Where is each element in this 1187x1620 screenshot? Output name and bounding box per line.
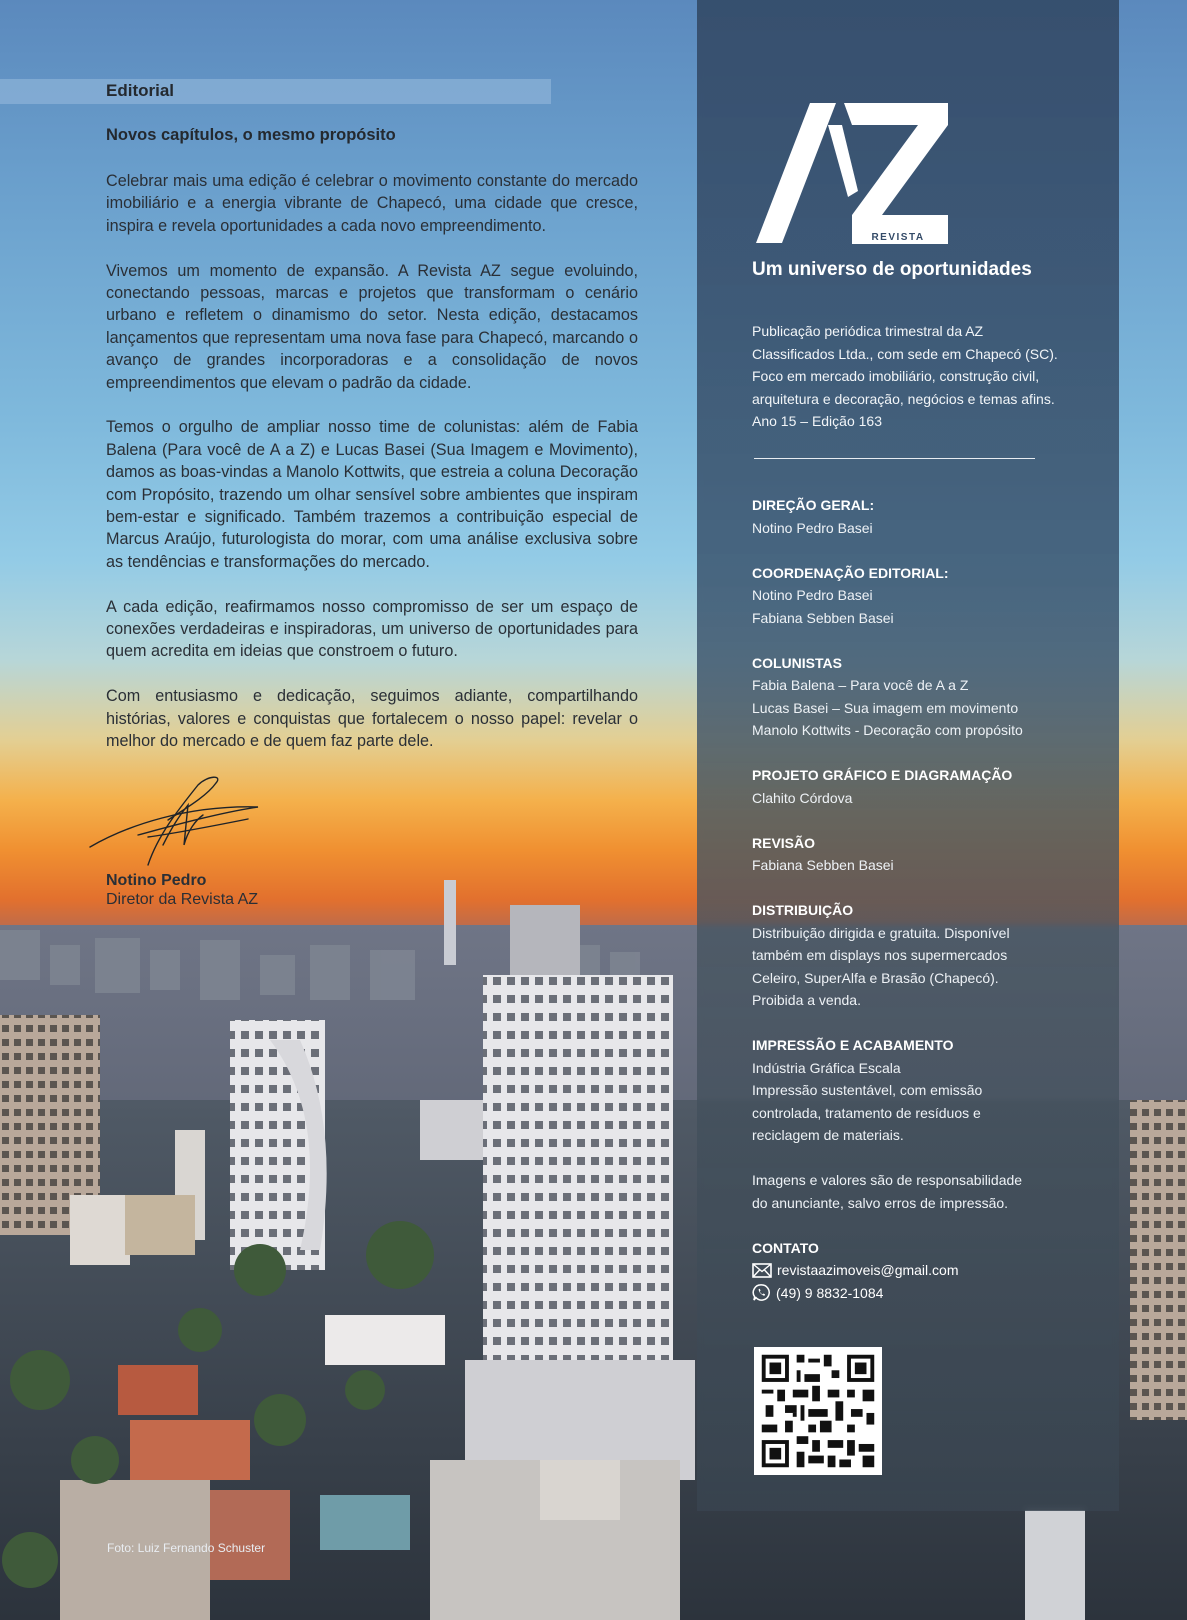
signature-role: Diretor da Revista AZ — [106, 891, 259, 908]
contact-phone[interactable]: (49) 9 8832-1084 — [776, 1284, 884, 1301]
credit-line: Fabiana Sebben Basei — [752, 857, 894, 873]
credit-line: Fabiana Sebben Basei — [752, 609, 894, 626]
credit-title: PROJETO GRÁFICO E DIAGRAMAÇÃO — [752, 767, 1013, 783]
masthead-divider — [754, 458, 1035, 459]
description-line: Classificados Ltda., com sede em Chapecó (SC). — [752, 345, 1058, 362]
credit-line: também em displays nos supermercados — [752, 947, 1008, 963]
credit-line: Proibida a venda. — [752, 992, 861, 1008]
credit-line: Impressão sustentável, com emissão — [752, 1082, 983, 1098]
credit-distribuicao — [752, 899, 1082, 1012]
description-line: Foco em mercado imobiliário, construção civil, — [752, 368, 1040, 384]
credit-line: Notino Pedro Basei — [752, 587, 873, 603]
disclaimer — [752, 1169, 1082, 1214]
editorial-paragraph: A cada edição, reafirmamos nosso compromisso de ser um espaço de conexões verdadeiras e inspiradoras, um universo de oportunidades para quem acredita em ideias que constroem o futuro. — [106, 597, 638, 661]
credit-line: Celeiro, SuperAlfa e Brasão (Chapecó). — [752, 969, 999, 986]
logo-subtitle: REVISTA — [871, 232, 925, 243]
editorial-body — [106, 170, 638, 775]
disclaimer-line: do anunciante, salvo erros de impressão. — [752, 1194, 1009, 1211]
signature-name: Notino Pedro — [106, 872, 207, 889]
credit-impressao — [752, 1034, 1082, 1147]
contact-title: CONTATO — [752, 1239, 819, 1256]
envelope-icon — [752, 1263, 772, 1278]
credit-line: Distribuição dirigida e gratuita. Disponível — [752, 924, 1010, 941]
description-line: Publicação periódica trimestral da AZ — [752, 323, 984, 339]
editorial-headline: Novos capítulos, o mesmo propósito — [106, 126, 396, 144]
editorial-paragraph: Com entusiasmo e dedicação, seguimos adiante, compartilhando histórias, valores e conquistas que fortalecem o nosso papel: revelar o melhor do mercado e de quem faz parte dele. — [106, 687, 638, 751]
masthead-tagline: Um universo de oportunidades — [752, 259, 1032, 280]
credit-line: Clahito Córdova — [752, 789, 853, 806]
credit-colunistas — [752, 652, 1082, 742]
whatsapp-icon — [752, 1283, 771, 1302]
qr-code[interactable] — [754, 1347, 882, 1475]
credit-direcao-geral — [752, 494, 1082, 539]
credit-title: REVISÃO — [752, 834, 816, 851]
credit-revisao — [752, 832, 1082, 877]
credit-title: COORDENAÇÃO EDITORIAL: — [752, 564, 949, 581]
editorial-paragraph: Vivemos um momento de expansão. A Revista AZ segue evoluindo, conectando pessoas, marcas e projetos que transformam o cenário urbano e refletem o dinamismo do setor. Nesta edição, destacamos lançamentos que representam uma nova fase para Chapecó, marcando o avanço de grandes incorporadoras e a consolidação de novos empreendimentos que elevam o padrão da cidade. — [106, 261, 638, 392]
credit-projeto-grafico — [752, 764, 1082, 809]
disclaimer-line: Imagens e valores são de responsabilidade — [752, 1172, 1023, 1188]
az-logo — [756, 103, 950, 245]
credit-line: Notino Pedro Basei — [752, 519, 873, 536]
credit-title: DIREÇÃO GERAL: — [752, 497, 875, 513]
credit-line: reciclagem de materiais. — [752, 1127, 904, 1143]
credit-coordenacao-editorial — [752, 562, 1082, 630]
credit-line: controlada, tratamento de resíduos e — [752, 1104, 981, 1121]
credit-title: DISTRIBUIÇÃO — [752, 902, 854, 918]
photo-credit: Foto: Luiz Fernando Schuster — [107, 1541, 266, 1555]
credit-title: IMPRESSÃO E ACABAMENTO — [752, 1037, 954, 1053]
handwritten-signature — [88, 775, 268, 875]
credits-list — [752, 494, 1082, 1327]
credit-line: Lucas Basei – Sua imagem em movimento — [752, 699, 1019, 716]
publication-description — [752, 320, 1062, 433]
section-label: Editorial — [106, 81, 175, 100]
editorial-label-bar — [0, 79, 551, 104]
contact-email[interactable]: revistaazimoveis@gmail.com — [777, 1262, 959, 1278]
editorial-paragraph: Celebrar mais uma edição é celebrar o movimento constante do mercado imobiliário e a energia vibrante de Chapecó, uma cidade que cresce, inspira e revela oportunidades a cada novo empreendimento. — [106, 172, 638, 235]
credit-title: COLUNISTAS — [752, 654, 842, 671]
editorial-paragraph: Temos o orgulho de ampliar nosso time de colunistas: além de Fabia Balena (Para você de A a Z) e Lucas Basei (Sua Imagem e Movimento), damos as boas-vindas a Manolo Kottwits, que estreia a coluna Decoração com Propósito, trazendo um olhar sensível sobre ambientes que inspiram bem-estar e significado. Também trazemos a contribuição especial de Marcus Araújo, futurologista do morar, com uma análise exclusiva sobre as tendências e transformações do mercado. — [106, 418, 638, 571]
contact-block — [752, 1237, 1082, 1305]
credit-line: Fabia Balena – Para você de A a Z — [752, 677, 969, 693]
description-line: arquitetura e decoração, negócios e temas afins. — [752, 390, 1055, 407]
contact-phone-row[interactable] — [752, 1282, 1082, 1305]
credit-line: Manolo Kottwits - Decoração com propósito — [752, 722, 1023, 738]
contact-email-row[interactable] — [752, 1259, 1082, 1282]
description-line: Ano 15 – Edição 163 — [752, 413, 882, 429]
credit-line: Indústria Gráfica Escala — [752, 1059, 901, 1076]
